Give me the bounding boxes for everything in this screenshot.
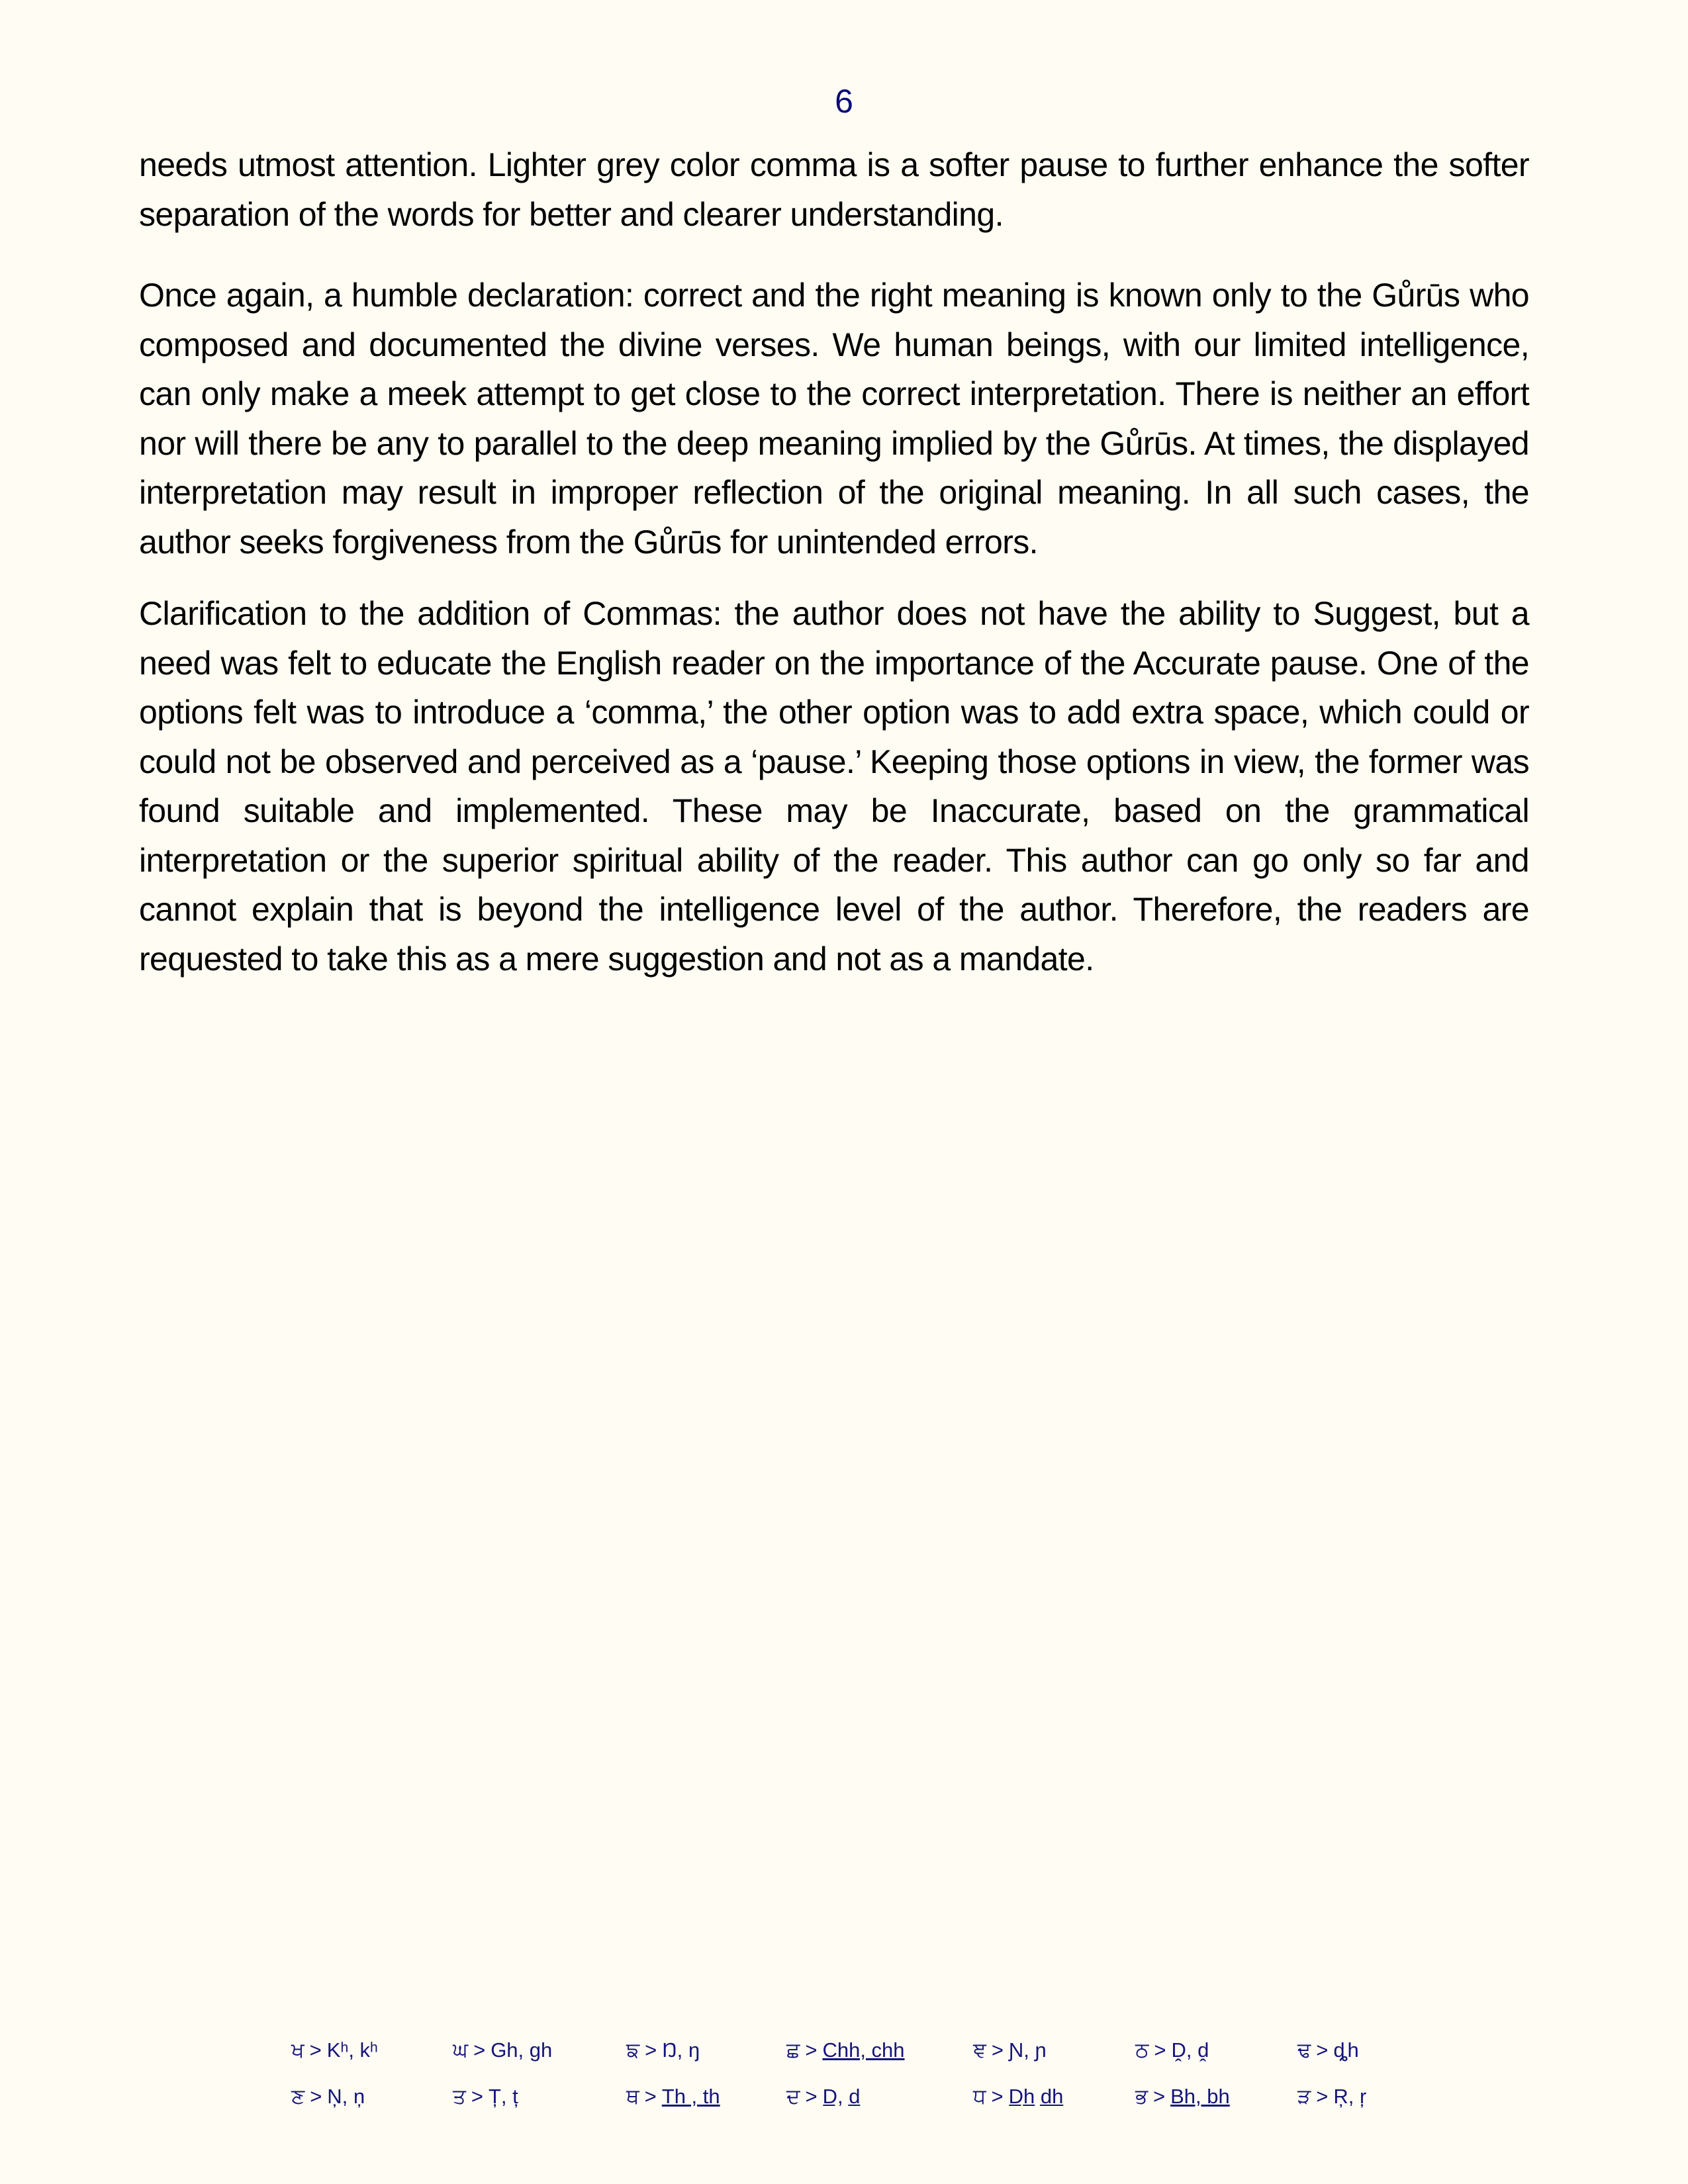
gurmukhi-glyph: ਘ xyxy=(453,2038,469,2062)
gurmukhi-glyph: ੜ xyxy=(1297,2085,1311,2108)
arrow-symbol: > xyxy=(473,2038,486,2062)
arrow-symbol: > xyxy=(645,2038,657,2062)
latin-equivalent: D̲h̲ d̲h̲ xyxy=(1008,2085,1064,2108)
latin-equivalent: Ņ, ņ xyxy=(327,2085,365,2108)
transliteration-key xyxy=(291,2037,1483,2130)
gurmukhi-glyph: ਣ xyxy=(291,2085,305,2108)
transliteration-entry xyxy=(453,2037,552,2064)
gurmukhi-glyph: ਢ xyxy=(1297,2038,1311,2062)
arrow-symbol: > xyxy=(991,2038,1004,2062)
latin-equivalent: Ŗ, ŗ xyxy=(1333,2085,1367,2108)
transliteration-entry xyxy=(626,2037,700,2064)
transliteration-entry xyxy=(626,2083,720,2110)
arrow-symbol: > xyxy=(644,2085,657,2108)
body-text xyxy=(139,140,1529,983)
gurmukhi-glyph: ਦ xyxy=(786,2085,800,2108)
transliteration-entry xyxy=(1135,2037,1209,2064)
transliteration-entry xyxy=(291,2037,378,2064)
transliteration-entry xyxy=(1297,2037,1359,2064)
latin-equivalent: D̲, d̲ xyxy=(822,2085,861,2108)
gurmukhi-glyph: ਠ xyxy=(1135,2038,1149,2062)
arrow-symbol: > xyxy=(1153,2085,1166,2108)
transliteration-entry xyxy=(786,2037,905,2064)
latin-equivalent: Ŋ, ŋ xyxy=(662,2038,700,2062)
gurmukhi-glyph: ਭ xyxy=(1135,2085,1149,2108)
transliteration-row xyxy=(291,2083,1483,2130)
latin-equivalent: Th , th xyxy=(661,2085,720,2108)
arrow-symbol: > xyxy=(805,2085,818,2108)
arrow-symbol: > xyxy=(471,2085,483,2108)
latin-equivalent: Bh, bh xyxy=(1170,2085,1230,2108)
transliteration-entry xyxy=(786,2083,861,2110)
latin-equivalent: Ț, ț xyxy=(488,2085,518,2108)
paragraph-comma-clarification: Clarification to the addition of Commas: the author does not have the ability to Suggest, but a need was felt to educate the English reader on the importance of the Accurate pause. One of the options felt was to introduce a ‘comma,’ the other option was to add extra space, which could or could not be observed and perceived as a ‘pause.’ Keeping those options in view, the former was found suitable and implemented. These may be Inaccurate, based on the grammatical interpretation or the superior spiritual ability of the reader. This author can go only so far and cannot explain that is beyond the intelligence level of the author. Therefore, the readers are requested to take this as a mere suggestion and not as a mandate. xyxy=(139,595,1529,978)
arrow-symbol: > xyxy=(1154,2038,1166,2062)
transliteration-entry xyxy=(1297,2083,1366,2110)
transliteration-entry xyxy=(973,2037,1047,2064)
gurmukhi-glyph: ਧ xyxy=(973,2085,986,2108)
transliteration-entry xyxy=(453,2083,518,2110)
gurmukhi-glyph: ਖ xyxy=(291,2038,305,2062)
paragraph-humble-declaration: Once again, a humble declaration: correct and the right meaning is known only to the Gůrūs who composed and documented the divine verses. We human beings, with our limited intelligence, can only make a meek attempt to get close to the correct interpretation. There is neither an effort nor will there be any to parallel to the deep meaning implied by the Gůrūs. At times, the displayed interpretation may result in improper reflection of the original meaning. In all such cases, the author seeks forgiveness from the Gůrūs for unintended errors. xyxy=(139,277,1529,561)
arrow-symbol: > xyxy=(1316,2085,1329,2108)
latin-equivalent: Chh, chh xyxy=(822,2038,905,2062)
gurmukhi-glyph: ਞ xyxy=(973,2038,986,2062)
gurmukhi-glyph: ਤ xyxy=(453,2085,466,2108)
transliteration-row xyxy=(291,2037,1483,2083)
transliteration-entry xyxy=(973,2083,1063,2110)
latin-equivalent: Kʰ, kʰ xyxy=(326,2038,378,2062)
page-number: 6 xyxy=(835,83,853,120)
arrow-symbol: > xyxy=(805,2038,818,2062)
transliteration-entry xyxy=(1135,2083,1230,2110)
arrow-symbol: > xyxy=(310,2085,322,2108)
latin-equivalent: Ɲ, ɲ xyxy=(1008,2038,1047,2062)
paragraph-pause-explanation: needs utmost attention. Lighter grey color comma is a softer pause to further enhance the softer separation of the words for better and clearer understanding. xyxy=(139,146,1529,233)
latin-equivalent: Gh, gh xyxy=(491,2038,553,2062)
gurmukhi-glyph: ਥ xyxy=(626,2085,639,2108)
gurmukhi-glyph: ਙ xyxy=(626,2038,640,2062)
transliteration-entry xyxy=(291,2083,365,2110)
latin-equivalent: Ḓ, ḓ xyxy=(1171,2038,1209,2062)
gurmukhi-glyph: ਛ xyxy=(786,2038,800,2062)
arrow-symbol: > xyxy=(309,2038,322,2062)
arrow-symbol: > xyxy=(1316,2038,1329,2062)
latin-equivalent: ȡh xyxy=(1333,2038,1359,2062)
arrow-symbol: > xyxy=(991,2085,1004,2108)
